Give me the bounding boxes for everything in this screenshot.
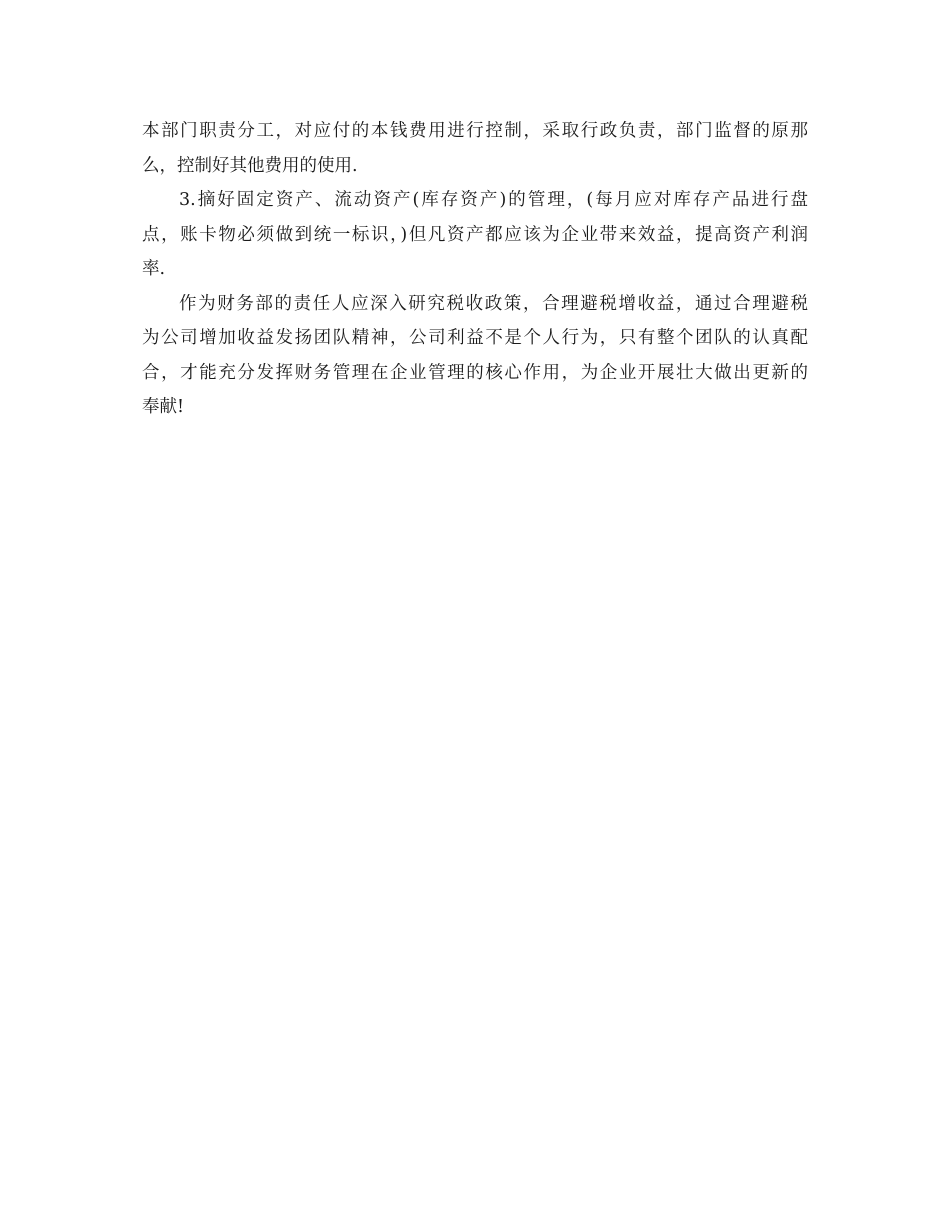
text-line: 么，控制好其他费用的使用. [142, 155, 358, 176]
text-line: 合，才能充分发挥财务管理在企业管理的核心作用，为企业开展壮大做出更新的 [142, 362, 808, 383]
text-line: 作为财务部的责任人应深入研究税收政策，合理避税增收益，通过合理避税 [179, 293, 808, 314]
paragraph-cost-control [142, 114, 808, 183]
paragraph-tax-policy [142, 287, 808, 425]
paragraph-asset-management [142, 183, 808, 287]
text-line: 3.摘好固定资产、流动资产(库存资产)的管理，(每月应对库存产品进行盘 [179, 190, 808, 210]
text-line: 为公司增加收益发扬团队精神，公司利益不是个人行为，只有整个团队的认真配 [142, 328, 808, 348]
document-body [142, 114, 808, 425]
text-line: 点，账卡物必须做到统一标识，)但凡资产都应该为企业带来效益，提高资产利润 [142, 224, 808, 245]
text-line: 本部门职责分工，对应付的本钱费用进行控制，采取行政负责，部门监督的原那 [142, 121, 808, 141]
text-line: 率. [142, 259, 166, 279]
text-line: 奉献! [142, 397, 185, 417]
